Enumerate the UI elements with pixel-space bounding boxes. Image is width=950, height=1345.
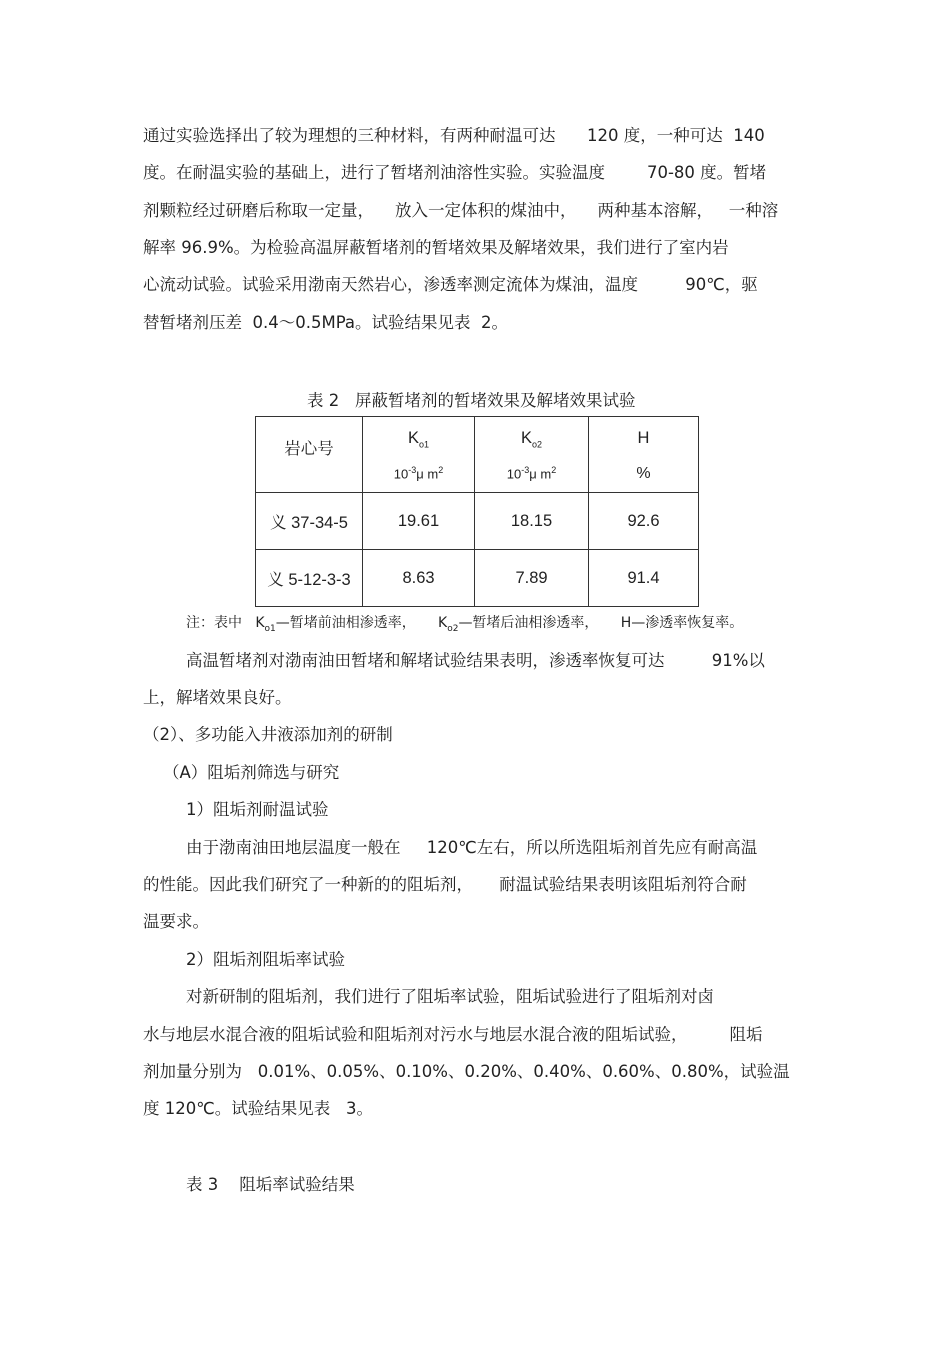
note-mid2: —暂堵后油相渗透率， H—渗透率恢复率。 [458, 615, 744, 631]
note-start: 注：表中 K [186, 615, 265, 631]
table-cell: 91.4 [589, 550, 699, 607]
paragraph-line: 上，解堵效果良好。 [143, 688, 292, 707]
header-ko1-label [363, 429, 474, 449]
paragraph-line: 对新研制的阻垢剂，我们进行了阻垢率试验，阻垢试验进行了阻垢剂对卤 [186, 987, 714, 1006]
table-cell: 8.63 [363, 550, 475, 607]
note-mid1: —暂堵前油相渗透率， K [275, 615, 448, 631]
header-ko2-label [475, 429, 588, 449]
header-ko1-sub: o1 [419, 439, 430, 450]
unit-exp: -3 [408, 465, 417, 475]
table2-caption: 表 2 屏蔽暂堵剂的暂堵效果及解堵效果试验 [307, 391, 636, 410]
paragraph-line: 解率 96.9%。为检验高温屏蔽暂堵剂的暂堵效果及解堵效果，我们进行了室内岩 [143, 238, 729, 257]
paragraph-line: 高温暂堵剂对渤南油田暂堵和解堵试验结果表明，渗透率恢复可达 91%以 [186, 651, 765, 670]
header-h [589, 417, 699, 493]
note-sub2: o2 [447, 623, 459, 634]
note-sub1: o1 [264, 623, 276, 634]
paragraph-line: 水与地层水混合液的阻垢试验和阻垢剂对污水与地层水混合液的阻垢试验， 阻垢 [143, 1025, 763, 1044]
table-row [256, 493, 699, 550]
header-ko2-main: K [520, 429, 532, 447]
header-h-unit: % [636, 465, 651, 482]
section-heading: （2）、多功能入井液添加剂的研制 [143, 725, 393, 744]
unit-prefix: 10 [393, 466, 409, 482]
header-ko1-unit [363, 465, 474, 481]
unit-exp: -3 [521, 465, 530, 475]
paragraph-line: 替暂堵剂压差 0.4～0.5MPa。试验结果见表 2。 [143, 313, 509, 332]
table3-caption: 表 3 阻垢率试验结果 [186, 1175, 355, 1194]
table-cell: 19.61 [363, 493, 475, 550]
unit-mid: μ m [416, 466, 439, 482]
table2 [255, 416, 699, 607]
table-header-row [256, 417, 699, 493]
subsection-heading: （A）阻垢剂筛选与研究 [163, 763, 340, 782]
unit-mid: μ m [529, 466, 552, 482]
header-ko1-main: K [407, 429, 419, 447]
header-core-id [256, 417, 363, 493]
unit-exp2: 2 [438, 465, 444, 475]
paragraph-line: 通过实验选择出了较为理想的三种材料，有两种耐温可达 120 度，一种可达 140 [143, 126, 765, 145]
table-cell: 义 37-34-5 [256, 493, 363, 550]
subsection-heading: 1）阻垢剂耐温试验 [186, 800, 329, 819]
header-ko2-unit [475, 465, 588, 481]
paragraph-line: 温要求。 [143, 912, 209, 931]
table-cell: 92.6 [589, 493, 699, 550]
paragraph-line: 度。在耐温实验的基础上，进行了暂堵剂油溶性实验。实验温度 70-80 度。暂堵 [143, 163, 767, 182]
unit-exp2: 2 [551, 465, 557, 475]
table2-note [186, 612, 743, 634]
table-cell: 7.89 [475, 550, 589, 607]
paragraph-line: 剂加量分别为 0.01%、0.05%、0.10%、0.20%、0.40%、0.60%、0.80%，试验温 [143, 1062, 790, 1081]
header-ko2-sub: o2 [532, 439, 543, 450]
table-row [256, 550, 699, 607]
paragraph-line: 度 120℃。试验结果见表 3。 [143, 1099, 374, 1118]
paragraph-line: 的性能。因此我们研究了一种新的的阻垢剂， 耐温试验结果表明该阻垢剂符合耐 [143, 875, 747, 894]
header-h-label: H [637, 429, 650, 447]
paragraph-line: 心流动试验。试验采用渤南天然岩心，渗透率测定流体为煤油，温度 90℃，驱 [143, 275, 758, 294]
paragraph-line: 剂颗粒经过研磨后称取一定量， 放入一定体积的煤油中， 两种基本溶解， 一种溶 [143, 201, 779, 220]
table-cell: 义 5-12-3-3 [256, 550, 363, 607]
table-cell: 18.15 [475, 493, 589, 550]
paragraph-line: 由于渤南油田地层温度一般在 120℃左右，所以所选阻垢剂首先应有耐高温 [186, 838, 758, 857]
unit-prefix: 10 [506, 466, 522, 482]
header-ko1 [363, 417, 475, 493]
header-ko2 [475, 417, 589, 493]
header-core-id-label: 岩心号 [284, 440, 334, 458]
subsection-heading: 2）阻垢剂阻垢率试验 [186, 950, 345, 969]
